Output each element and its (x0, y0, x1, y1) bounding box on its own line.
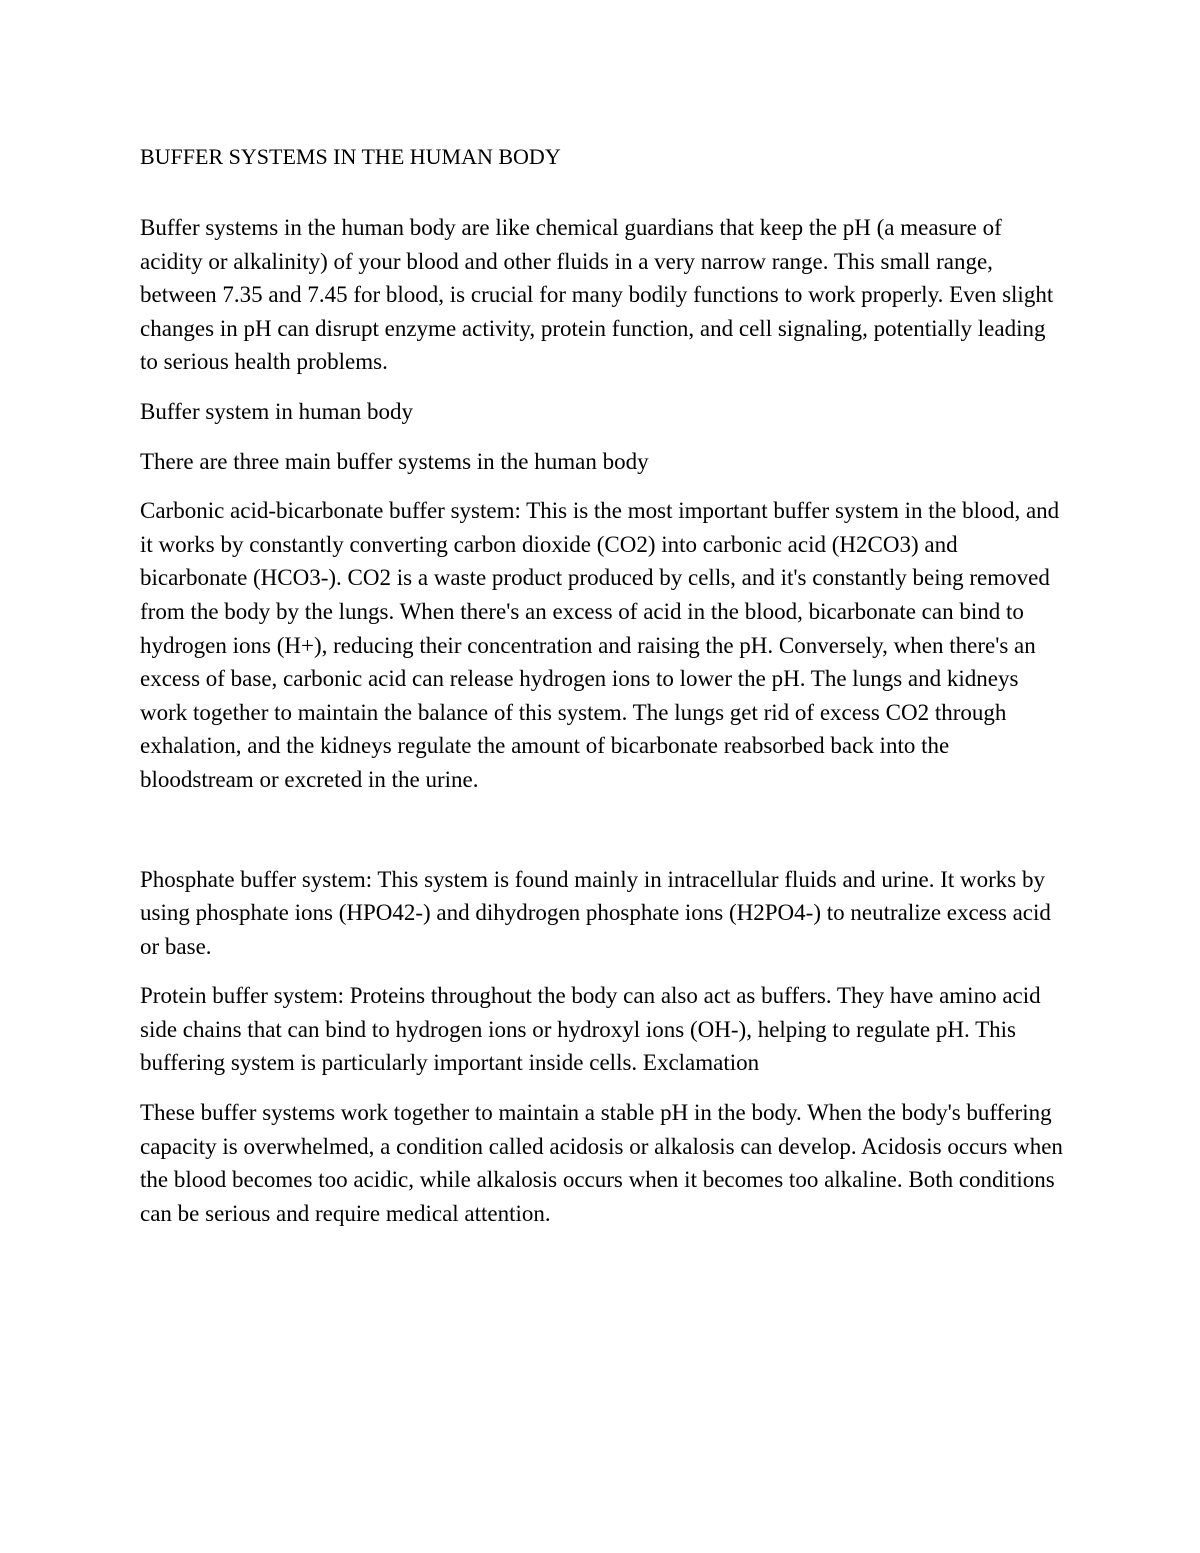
section-heading: Buffer system in human body (140, 398, 413, 424)
intro-paragraph: Buffer systems in the human body are like chemical guardians that keep the pH (a measure of acidity or alkalinity) of your blood and other fluids in a very narrow range. This small range, between 7.35 and 7.45 for blood, is crucial for many bodily functions to work properly. Even slight changes in pH can disrupt enzyme activity, protein function, and cell signaling, potentially leading to serious health problems. (140, 215, 1054, 375)
carbonic-buffer-paragraph: Carbonic acid-bicarbonate buffer system: This is the most important buffer system in the blood, and it works by constantly converting carbon dioxide (CO2) into carbonic acid (H2CO3) and bicarbonate (HCO3-). CO2 is a waste product produced by cells, and it's constantly being removed from the body by the lungs. When there's an excess of acid in the blood, bicarbonate can bind to hydrogen ions (H+), reducing their concentration and raising the pH. Conversely, when there's an excess of base, carbonic acid can release hydrogen ions to lower the pH. The lungs and kidneys work together to maintain the balance of this system. The lungs get rid of excess CO2 through exhalation, and the kidneys regulate the amount of bicarbonate reabsorbed back into the bloodstream or excreted in the urine. (140, 498, 1060, 792)
conclusion-paragraph: These buffer systems work together to maintain a stable pH in the body. When the body's buffering capacity is overwhelmed, a condition called acidosis or alkalosis can develop. Acidosis occurs when the blood becomes too acidic, while alkalosis occurs when it becomes too alkaline. Both conditions can be serious and require medical attention. (140, 1100, 1063, 1226)
list-intro-paragraph: There are three main buffer systems in the human body (140, 448, 649, 474)
phosphate-buffer-paragraph: Phosphate buffer system: This system is found mainly in intracellular fluids and urine. It works by using phosphate ions (HPO42-) and dihydrogen phosphate ions (H2PO4-) to neutralize excess acid or base. (140, 866, 1051, 959)
protein-buffer-paragraph: Protein buffer system: Proteins throughout the body can also act as buffers. They have amino acid side chains that can bind to hydrogen ions or hydroxyl ions (OH-), helping to regulate pH. This buffering system is particularly important inside cells. Exclamation (140, 983, 1041, 1076)
document-body (140, 140, 1065, 1246)
document-title: BUFFER SYSTEMS IN THE HUMAN BODY (140, 144, 561, 169)
